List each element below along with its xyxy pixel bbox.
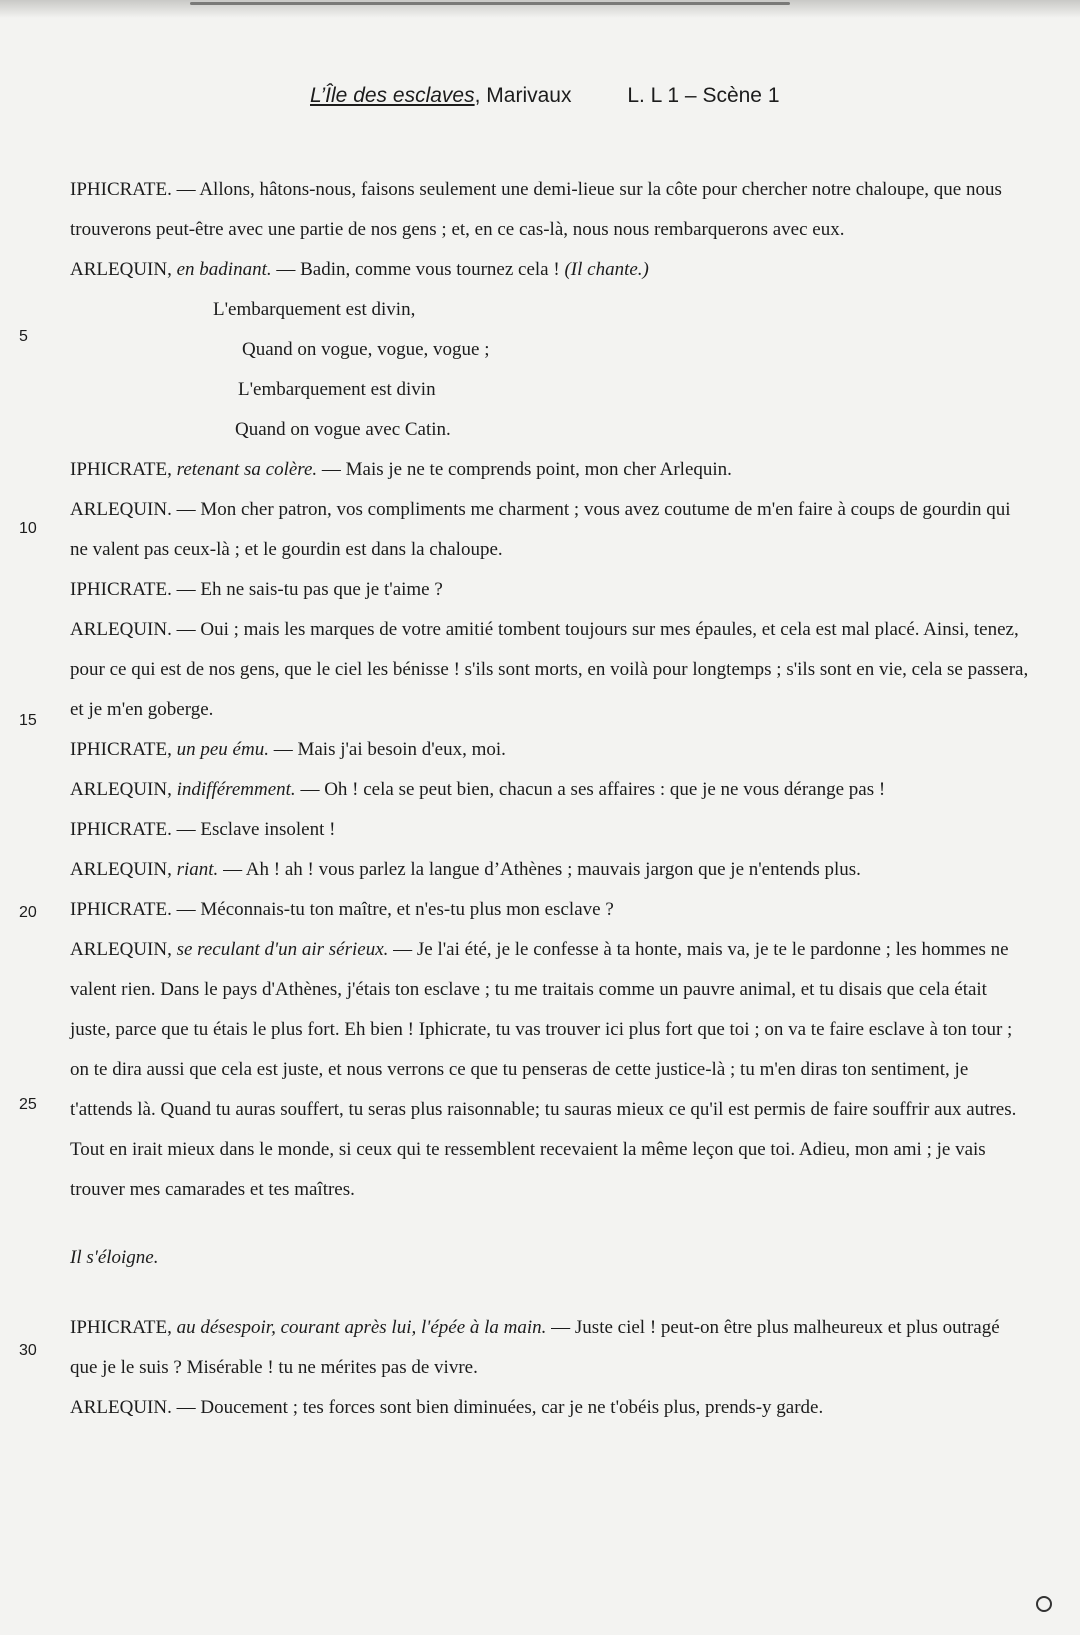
speaker: IPHICRATE,	[70, 1317, 172, 1338]
replica-text: — Ah ! ah ! vous parlez la langue d’Athènes ; mauvais jargon que je n'entends plus.	[223, 859, 861, 880]
replica	[70, 730, 1030, 770]
song-verses	[70, 290, 1030, 450]
speaker: IPHICRATE.	[70, 579, 172, 600]
author-name: Marivaux	[486, 84, 572, 107]
replica	[70, 1388, 1030, 1428]
line-number: 15	[19, 712, 37, 729]
stage-direction: au désespoir, courant après lui, l'épée à la main.	[176, 1317, 547, 1338]
speaker: ARLEQUIN,	[70, 779, 172, 800]
replica	[70, 170, 1030, 250]
replica	[70, 610, 1030, 730]
replica-text: — Esclave insolent !	[176, 819, 336, 840]
replica	[70, 770, 1030, 810]
stage-direction: se reculant d'un air sérieux.	[176, 939, 389, 960]
replica	[70, 490, 1030, 570]
replica-text: — Allons, hâtons-nous, faisons seulement une demi-lieue sur la côte pour chercher notre chaloupe, que nous trouverons peut-être avec une partie de nos gens ; et, en ce cas-là, nous nous rembarquerons avec eux.	[70, 179, 1002, 240]
stage-direction: riant.	[176, 859, 219, 880]
replica	[70, 810, 1030, 850]
speaker: ARLEQUIN,	[70, 259, 172, 280]
stage-direction: un peu ému.	[176, 739, 269, 760]
replica-text: — Je l'ai été, je le confesse à ta honte, mais va, je te le pardonne ; les hommes ne valent rien. Dans le pays d'Athènes, j'étais ton esclave ; tu me traitais comme un pauvre animal, et tu disais que cela était juste, parce que tu étais le plus fort. Eh bien ! Iphicrate, tu vas trouver ici plus fort que toi ; on va te faire esclave à ton tour ; on te dira aussi que cela est juste, et nous verrons ce que tu penseras de cette justice-là ; tu m'en diras ton sentiment, je t'attends là. Quand tu auras souffert, tu seras plus raisonnable; tu sauras mieux ce qu'il est permis de faire souffrir aux autres. Tout en irait mieux dans le monde, si ceux qui te ressemblent recevaient la même leçon que toi. Adieu, mon ami ; je vais trouver mes camarades et tes maîtres.	[70, 939, 1017, 1200]
stage-direction: (Il chante.)	[564, 259, 649, 280]
replica-text: — Mon cher patron, vos compliments me charment ; vous avez coutume de m'en faire à coups de gourdin qui ne valent pas ceux-là ; et le gourdin est dans la chaloupe.	[70, 499, 1011, 560]
line-number: 30	[19, 1342, 37, 1359]
play-text	[70, 170, 1030, 1428]
replica-text: — Méconnais-tu ton maître, et n'es-tu plus mon esclave ?	[176, 899, 614, 920]
replica-text: — Oh ! cela se peut bien, chacun a ses affaires : que je ne vous dérange pas !	[300, 779, 886, 800]
speaker: ARLEQUIN.	[70, 499, 172, 520]
speaker: IPHICRATE,	[70, 739, 172, 760]
replica	[70, 250, 1030, 290]
speaker: ARLEQUIN,	[70, 859, 172, 880]
song-line: L'embarquement est divin	[238, 379, 436, 400]
page-header: L’Île des esclaves, Marivaux L. L 1 – Scène 1	[310, 84, 780, 107]
speaker: ARLEQUIN,	[70, 939, 172, 960]
replica-text: — Mais je ne te comprends point, mon cher Arlequin.	[321, 459, 732, 480]
replica-text: — Mais j'ai besoin d'eux, moi.	[273, 739, 506, 760]
stage-direction: en badinant.	[176, 259, 272, 280]
line-number: 10	[19, 520, 37, 537]
replica	[70, 1308, 1030, 1388]
replica-text: — Juste ciel ! peut-on être plus malheureux et plus outragé que je le suis ? Misérable ! tu ne mérites pas de vivre.	[70, 1317, 1000, 1378]
line-number: 5	[19, 328, 28, 345]
replica-text: — Oui ; mais les marques de votre amitié tombent toujours sur mes épaules, et cela est mal placé. Ainsi, tenez, pour ce qui est de nos gens, que le ciel les bénisse ! s'ils sont morts, en voilà pour longtemps ; s'ils sont en vie, cela se passera, et je m'en goberge.	[70, 619, 1029, 720]
stage-direction: indifféremment.	[176, 779, 296, 800]
replica	[70, 450, 1030, 490]
replica-text: — Badin, comme vous tournez cela !	[276, 259, 560, 280]
speaker: ARLEQUIN.	[70, 1397, 172, 1418]
speaker: IPHICRATE.	[70, 819, 172, 840]
replica-text: — Doucement ; tes forces sont bien diminuées, car je ne t'obéis plus, prends-y garde.	[176, 1397, 824, 1418]
scene-reference: L. L 1 – Scène 1	[627, 84, 780, 107]
page-top-edge	[190, 2, 790, 5]
replica-text: — Eh ne sais-tu pas que je t'aime ?	[176, 579, 443, 600]
stage-direction-standalone: Il s'éloigne.	[70, 1247, 159, 1268]
replica	[70, 850, 1030, 890]
song-line: Quand on vogue, vogue, vogue ;	[242, 339, 490, 360]
speaker: IPHICRATE.	[70, 899, 172, 920]
song-line: L'embarquement est divin,	[213, 299, 416, 320]
stage-direction: retenant sa colère.	[176, 459, 318, 480]
speaker: IPHICRATE,	[70, 459, 172, 480]
line-number: 20	[19, 904, 37, 921]
speaker: ARLEQUIN.	[70, 619, 172, 640]
speaker: IPHICRATE.	[70, 179, 172, 200]
replica	[70, 890, 1030, 930]
work-title: L’Île des esclaves	[310, 84, 475, 107]
line-number: 25	[19, 1096, 37, 1113]
circle-mark-icon	[1036, 1596, 1052, 1612]
replica	[70, 930, 1030, 1210]
song-line: Quand on vogue avec Catin.	[235, 419, 451, 440]
replica	[70, 570, 1030, 610]
